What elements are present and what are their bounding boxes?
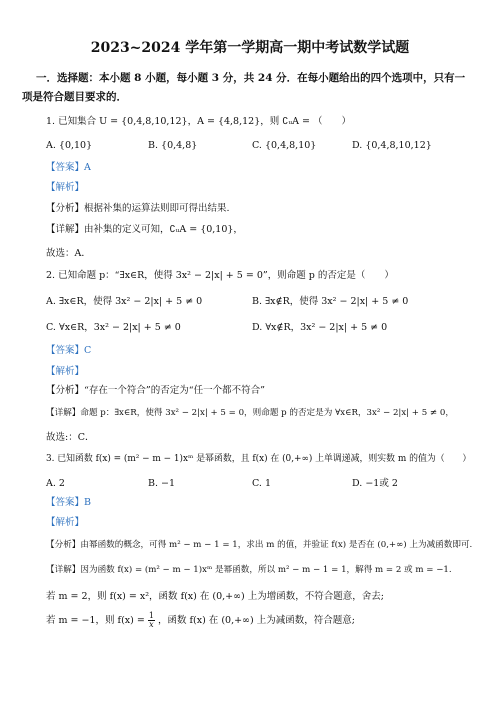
q1-jiexi-label: 【解析】 [46, 182, 85, 193]
q1-analysis: 【分析】根据补集的运算法则即可得出结果. [46, 203, 230, 214]
q1-option-c: C. {0,4,8,10} [252, 140, 317, 151]
q3-jiexi-label: 【解析】 [46, 517, 85, 528]
section-instructions-line1: 一．选择题：本小题 8 小题，每小题 3 分，共 24 分．在每小题给出的四个选项中，只有一 [36, 72, 466, 84]
q3-answer: 【答案】B [46, 497, 91, 508]
q3-case2-numerator: 1 [148, 611, 154, 620]
q2-answer: 【答案】C [46, 345, 92, 356]
page-title: 2023~2024 学年第一学期高一期中考试数学试题 [90, 40, 410, 56]
q2-option-d: D. ∀x∉R，3x² − 2|x| + 5 ≠ 0 [252, 322, 388, 333]
q2-stem: 2. 已知命题 p：“∃x∈R，使得 3x² − 2|x| + 5 = 0”，则命题 p 的否定是（ ） [46, 270, 394, 281]
q2-jiexi-label: 【解析】 [46, 366, 85, 377]
q2-analysis: 【分析】“存在一个符合”的否定为“任一个都不符合” [46, 385, 265, 396]
q3-case-m2: 若 m = 2，则 f(x) = x²，函数 f(x) 在 (0,+∞) 上为增函数，不符合题意，舍去; [46, 591, 384, 602]
q1-option-b: B. {0,4,8} [148, 140, 198, 151]
q1-detail: 【详解】由补集的定义可知，∁ᵤA = {0,10}， [46, 224, 243, 235]
q3-case-m-neg1 [46, 612, 355, 629]
q3-case2-suffix: ，函数 f(x) 在 (0,+∞) 上为减函数，符合题意; [157, 615, 355, 626]
q2-option-b: B. ∃x∉R，使得 3x² − 2|x| + 5 ≠ 0 [252, 296, 409, 307]
q3-detail: 【详解】因为函数 f(x) = (m² − m − 1)xᵐ 是幂函数，所以 m² − m − 1 = 1，解得 m = 2 或 m = −1. [46, 565, 452, 575]
q3-case2-prefix: 若 m = −1，则 f(x) = [46, 615, 145, 626]
q3-option-b: B. −1 [148, 478, 176, 489]
q2-detail: 【详解】命题 p：∃x∈R，使得 3x² − 2|x| + 5 = 0，则命题 p 的否定是为 ∀x∈R，3x² − 2|x| + 5 ≠ 0， [46, 408, 454, 418]
q1-conclusion: 故选：A． [46, 248, 91, 259]
q3-option-a: A. 2 [46, 478, 65, 489]
q1-option-a: A. {0,10} [46, 140, 93, 151]
q3-case2-fraction [148, 612, 155, 629]
q3-stem: 3. 已知函数 f(x) = (m² − m − 1)xᵐ 是幂函数，且 f(x) 在 (0,+∞) 上单调递减，则实数 m 的值为（ ） [46, 454, 472, 464]
q3-option-c: C. 1 [252, 478, 272, 489]
q3-case2-denominator: x [149, 620, 154, 629]
q2-option-a: A. ∃x∈R，使得 3x² − 2|x| + 5 ≠ 0 [46, 296, 203, 307]
q2-option-c: C. ∀x∈R，3x² − 2|x| + 5 ≠ 0 [46, 322, 181, 333]
q3-analysis: 【分析】由幂函数的概念，可得 m² − m − 1 = 1，求出 m 的值，并验证 f(x) 是否在 (0,+∞) 上为减函数即可. [46, 540, 473, 550]
section-instructions-line2: 项是符合题目要求的． [22, 91, 127, 103]
q1-stem: 1. 已知集合 U = {0,4,8,10,12}，A = {4,8,12}，则 ∁ᵤA = （ ） [46, 116, 351, 127]
q3-option-d: D. −1或 2 [352, 478, 398, 489]
q2-conclusion: 故选:：C． [46, 432, 95, 443]
q1-option-d: D. {0,4,8,10,12} [352, 140, 432, 151]
q1-answer: 【答案】A [46, 162, 91, 173]
